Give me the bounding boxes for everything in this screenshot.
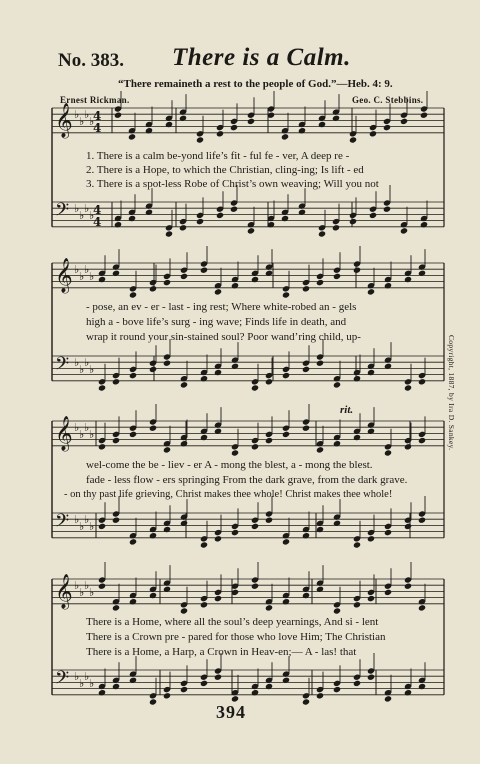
note-head bbox=[418, 378, 426, 385]
bass-clef-icon: 𝄢 bbox=[55, 668, 70, 693]
note-head bbox=[316, 692, 324, 699]
treble-clef-icon: 𝄞 bbox=[55, 103, 73, 138]
note-head bbox=[418, 270, 426, 277]
note-head bbox=[404, 384, 412, 391]
note-head bbox=[129, 291, 137, 298]
note-head bbox=[145, 127, 153, 134]
flat-icon: ♭ bbox=[89, 428, 95, 441]
flat-icon: ♭ bbox=[84, 263, 90, 276]
note-head bbox=[163, 692, 171, 699]
note-head bbox=[302, 592, 310, 599]
note-head bbox=[302, 285, 310, 292]
flat-icon: ♭ bbox=[79, 586, 85, 599]
lyric-line: high a - bove life’s surg - ing wave; Finds life in death, and bbox=[86, 316, 347, 328]
lyric-line: 3. There is a spot-less Robe of Christ’s own weaving; Will you not bbox=[86, 178, 379, 190]
note-head bbox=[316, 279, 324, 286]
note-head bbox=[281, 215, 289, 222]
lyric-line: There is a Crown pre - pared for those who love Him; The Christian bbox=[86, 631, 386, 643]
note-head bbox=[251, 583, 259, 590]
note-head bbox=[383, 206, 391, 213]
note-head bbox=[163, 360, 171, 367]
composer-credit: Geo. C. Stebbins. bbox=[352, 95, 424, 105]
flat-icon: ♭ bbox=[79, 428, 85, 441]
note-head bbox=[98, 523, 106, 530]
note-head bbox=[369, 212, 377, 219]
bass-clef-icon: 𝄢 bbox=[55, 200, 70, 225]
note-head bbox=[129, 598, 137, 605]
note-head bbox=[367, 288, 375, 295]
treble-clef-icon: 𝄞 bbox=[55, 258, 73, 293]
flat-icon: ♭ bbox=[84, 670, 90, 683]
note-head bbox=[163, 526, 171, 533]
note-head bbox=[282, 431, 290, 438]
bass-clef-icon: 𝄢 bbox=[55, 511, 70, 536]
note-head bbox=[282, 291, 290, 298]
flat-icon: ♭ bbox=[79, 520, 85, 533]
note-head bbox=[251, 523, 259, 530]
note-head bbox=[214, 595, 222, 602]
note-head bbox=[149, 285, 157, 292]
lyric-line: - on thy past life grieving, Christ makes thee whole! Christ makes thee whole! bbox=[64, 489, 393, 500]
note-head bbox=[404, 276, 412, 283]
note-head bbox=[200, 680, 208, 687]
flat-icon: ♭ bbox=[79, 363, 85, 376]
hymn-title: There is a Calm. bbox=[172, 44, 351, 71]
note-head bbox=[180, 381, 188, 388]
note-head bbox=[98, 689, 106, 696]
note-head bbox=[200, 375, 208, 382]
lyric-line: There is a Home, where all the soul’s deep yearnings, And si - lent bbox=[86, 616, 379, 628]
note-head bbox=[165, 230, 173, 237]
flat-icon: ♭ bbox=[74, 579, 80, 592]
scripture-epigraph: “There remaineth a rest to the people of God.”—Heb. 4: 9. bbox=[118, 78, 393, 90]
note-head bbox=[333, 607, 341, 614]
note-head bbox=[265, 437, 273, 444]
lyric-line: There is a Home, a Harp, a Crown in Heav-en;— A - las! that bbox=[86, 646, 357, 658]
flat-icon: ♭ bbox=[74, 670, 80, 683]
note-head bbox=[145, 209, 153, 216]
note-head bbox=[384, 363, 392, 370]
note-head bbox=[316, 586, 324, 593]
note-head bbox=[247, 227, 255, 234]
note-head bbox=[418, 517, 426, 524]
treble-clef-icon: 𝄞 bbox=[55, 574, 73, 609]
note-head bbox=[214, 369, 222, 376]
note-head bbox=[353, 375, 361, 382]
note-head bbox=[282, 538, 290, 545]
note-head bbox=[369, 130, 377, 137]
time-signature-top: 4 bbox=[93, 203, 102, 217]
note-head bbox=[418, 683, 426, 690]
note-head bbox=[231, 449, 239, 456]
flat-icon: ♭ bbox=[74, 356, 80, 369]
note-head bbox=[404, 689, 412, 696]
lyric-line: 1. There is a calm be-yond life’s fit - ful fe - ver, A deep re - bbox=[86, 150, 350, 162]
note-head bbox=[353, 434, 361, 441]
flat-icon: ♭ bbox=[84, 513, 90, 526]
note-head bbox=[165, 121, 173, 128]
flat-icon: ♭ bbox=[74, 108, 80, 121]
flat-icon: ♭ bbox=[74, 513, 80, 526]
note-head bbox=[149, 592, 157, 599]
note-head bbox=[129, 538, 137, 545]
note-head bbox=[302, 532, 310, 539]
note-head bbox=[367, 428, 375, 435]
note-head bbox=[112, 270, 120, 277]
time-signature-bottom: 4 bbox=[93, 121, 102, 135]
note-head bbox=[302, 698, 310, 705]
note-head bbox=[281, 133, 289, 140]
note-head bbox=[302, 425, 310, 432]
note-head bbox=[214, 288, 222, 295]
note-head bbox=[333, 440, 341, 447]
flat-icon: ♭ bbox=[89, 363, 95, 376]
note-head bbox=[384, 449, 392, 456]
note-head bbox=[282, 598, 290, 605]
note-head bbox=[265, 604, 273, 611]
note-head bbox=[180, 686, 188, 693]
flat-icon: ♭ bbox=[74, 421, 80, 434]
flat-icon: ♭ bbox=[84, 356, 90, 369]
flat-icon: ♭ bbox=[79, 209, 85, 222]
note-head bbox=[265, 517, 273, 524]
time-signature-top: 4 bbox=[93, 109, 102, 123]
note-head bbox=[214, 535, 222, 542]
note-head bbox=[231, 363, 239, 370]
note-head bbox=[112, 378, 120, 385]
note-head bbox=[180, 440, 188, 447]
lyric-line: - pose, an ev - er - last - ing rest; Where white-robed an - gels bbox=[86, 301, 357, 313]
note-head bbox=[112, 604, 120, 611]
note-head bbox=[400, 118, 408, 125]
note-head bbox=[418, 604, 426, 611]
note-head bbox=[231, 529, 239, 536]
flat-icon: ♭ bbox=[89, 677, 95, 690]
note-head bbox=[114, 221, 122, 228]
note-head bbox=[400, 227, 408, 234]
note-head bbox=[180, 520, 188, 527]
lyric-line: wrap it round your sin-stained soul? Poor wand’ring child, up- bbox=[86, 331, 361, 343]
note-head bbox=[149, 532, 157, 539]
flat-icon: ♭ bbox=[89, 520, 95, 533]
bass-clef-icon: 𝄢 bbox=[55, 354, 70, 379]
note-head bbox=[353, 601, 361, 608]
note-head bbox=[251, 276, 259, 283]
note-head bbox=[383, 124, 391, 131]
note-head bbox=[129, 677, 137, 684]
note-head bbox=[163, 446, 171, 453]
flat-icon: ♭ bbox=[89, 270, 95, 283]
note-head bbox=[180, 273, 188, 280]
note-head bbox=[420, 221, 428, 228]
note-head bbox=[302, 366, 310, 373]
treble-clef-icon: 𝄞 bbox=[55, 416, 73, 451]
note-head bbox=[230, 206, 238, 213]
note-head bbox=[404, 443, 412, 450]
note-head bbox=[367, 535, 375, 542]
lyric-line: wel-come the be - liev - er A - mong the blest, a - mong the blest. bbox=[86, 459, 373, 471]
note-head bbox=[332, 224, 340, 231]
note-head bbox=[349, 136, 357, 143]
note-head bbox=[349, 218, 357, 225]
lyric-line: fade - less flow - ers springing From the dark grave, from the dark grave. bbox=[86, 474, 408, 486]
note-head bbox=[404, 523, 412, 530]
note-head bbox=[98, 384, 106, 391]
note-head bbox=[353, 680, 361, 687]
note-head bbox=[128, 215, 136, 222]
note-head bbox=[180, 607, 188, 614]
note-head bbox=[196, 218, 204, 225]
note-head bbox=[230, 124, 238, 131]
note-head bbox=[251, 384, 259, 391]
note-head bbox=[384, 282, 392, 289]
note-head bbox=[231, 282, 239, 289]
note-head bbox=[318, 230, 326, 237]
note-head bbox=[298, 127, 306, 134]
note-head bbox=[251, 689, 259, 696]
note-head bbox=[149, 425, 157, 432]
note-head bbox=[282, 677, 290, 684]
note-head bbox=[316, 360, 324, 367]
note-head bbox=[333, 686, 341, 693]
note-head bbox=[367, 595, 375, 602]
lyric-line: 2. There is a Hope, to which the Christian, cling-ing; Is lift - ed bbox=[86, 164, 364, 176]
note-head bbox=[316, 526, 324, 533]
time-signature-bottom: 4 bbox=[93, 215, 102, 229]
note-head bbox=[353, 267, 361, 274]
note-head bbox=[265, 270, 273, 277]
note-head bbox=[98, 443, 106, 450]
note-head bbox=[353, 541, 361, 548]
note-head bbox=[200, 434, 208, 441]
note-head bbox=[316, 446, 324, 453]
note-head bbox=[384, 695, 392, 702]
note-head bbox=[214, 674, 222, 681]
note-head bbox=[149, 698, 157, 705]
note-head bbox=[318, 121, 326, 128]
note-head bbox=[384, 529, 392, 536]
note-head bbox=[179, 224, 187, 231]
note-head bbox=[418, 437, 426, 444]
lyricist-credit: Ernest Rickman. bbox=[60, 95, 130, 105]
note-head bbox=[179, 115, 187, 122]
flat-icon: ♭ bbox=[89, 586, 95, 599]
note-head bbox=[98, 276, 106, 283]
note-head bbox=[129, 372, 137, 379]
note-head bbox=[214, 428, 222, 435]
flat-icon: ♭ bbox=[74, 263, 80, 276]
flat-icon: ♭ bbox=[89, 209, 95, 222]
note-head bbox=[265, 683, 273, 690]
note-head bbox=[367, 674, 375, 681]
note-head bbox=[216, 212, 224, 219]
note-head bbox=[298, 209, 306, 216]
note-head bbox=[282, 372, 290, 379]
note-head bbox=[216, 130, 224, 137]
note-head bbox=[247, 118, 255, 125]
flat-icon: ♭ bbox=[74, 202, 80, 215]
note-head bbox=[163, 279, 171, 286]
flat-icon: ♭ bbox=[79, 115, 85, 128]
note-head bbox=[98, 583, 106, 590]
note-head bbox=[200, 541, 208, 548]
ritardando-marking: rit. bbox=[340, 404, 354, 416]
note-head bbox=[114, 112, 122, 119]
note-head bbox=[333, 381, 341, 388]
note-head bbox=[404, 583, 412, 590]
note-head bbox=[384, 589, 392, 596]
flat-icon: ♭ bbox=[79, 270, 85, 283]
hymn-number: No. 383. bbox=[58, 50, 124, 71]
flat-icon: ♭ bbox=[84, 108, 90, 121]
page-number: 394 bbox=[216, 702, 246, 722]
note-head bbox=[112, 517, 120, 524]
flat-icon: ♭ bbox=[89, 115, 95, 128]
note-head bbox=[332, 115, 340, 122]
note-head bbox=[112, 437, 120, 444]
note-head bbox=[251, 443, 259, 450]
flat-icon: ♭ bbox=[84, 421, 90, 434]
note-head bbox=[112, 683, 120, 690]
note-head bbox=[367, 369, 375, 376]
note-head bbox=[333, 520, 341, 527]
flat-icon: ♭ bbox=[84, 202, 90, 215]
note-head bbox=[196, 136, 204, 143]
flat-icon: ♭ bbox=[84, 579, 90, 592]
note-head bbox=[265, 378, 273, 385]
note-head bbox=[200, 601, 208, 608]
flat-icon: ♭ bbox=[79, 677, 85, 690]
copyright-notice: Copyright, 1887, by Ira D. Sankey. bbox=[447, 335, 456, 451]
note-head bbox=[128, 133, 136, 140]
note-head bbox=[149, 366, 157, 373]
note-head bbox=[333, 273, 341, 280]
note-head bbox=[163, 586, 171, 593]
note-head bbox=[200, 267, 208, 274]
note-head bbox=[420, 112, 428, 119]
note-head bbox=[129, 431, 137, 438]
